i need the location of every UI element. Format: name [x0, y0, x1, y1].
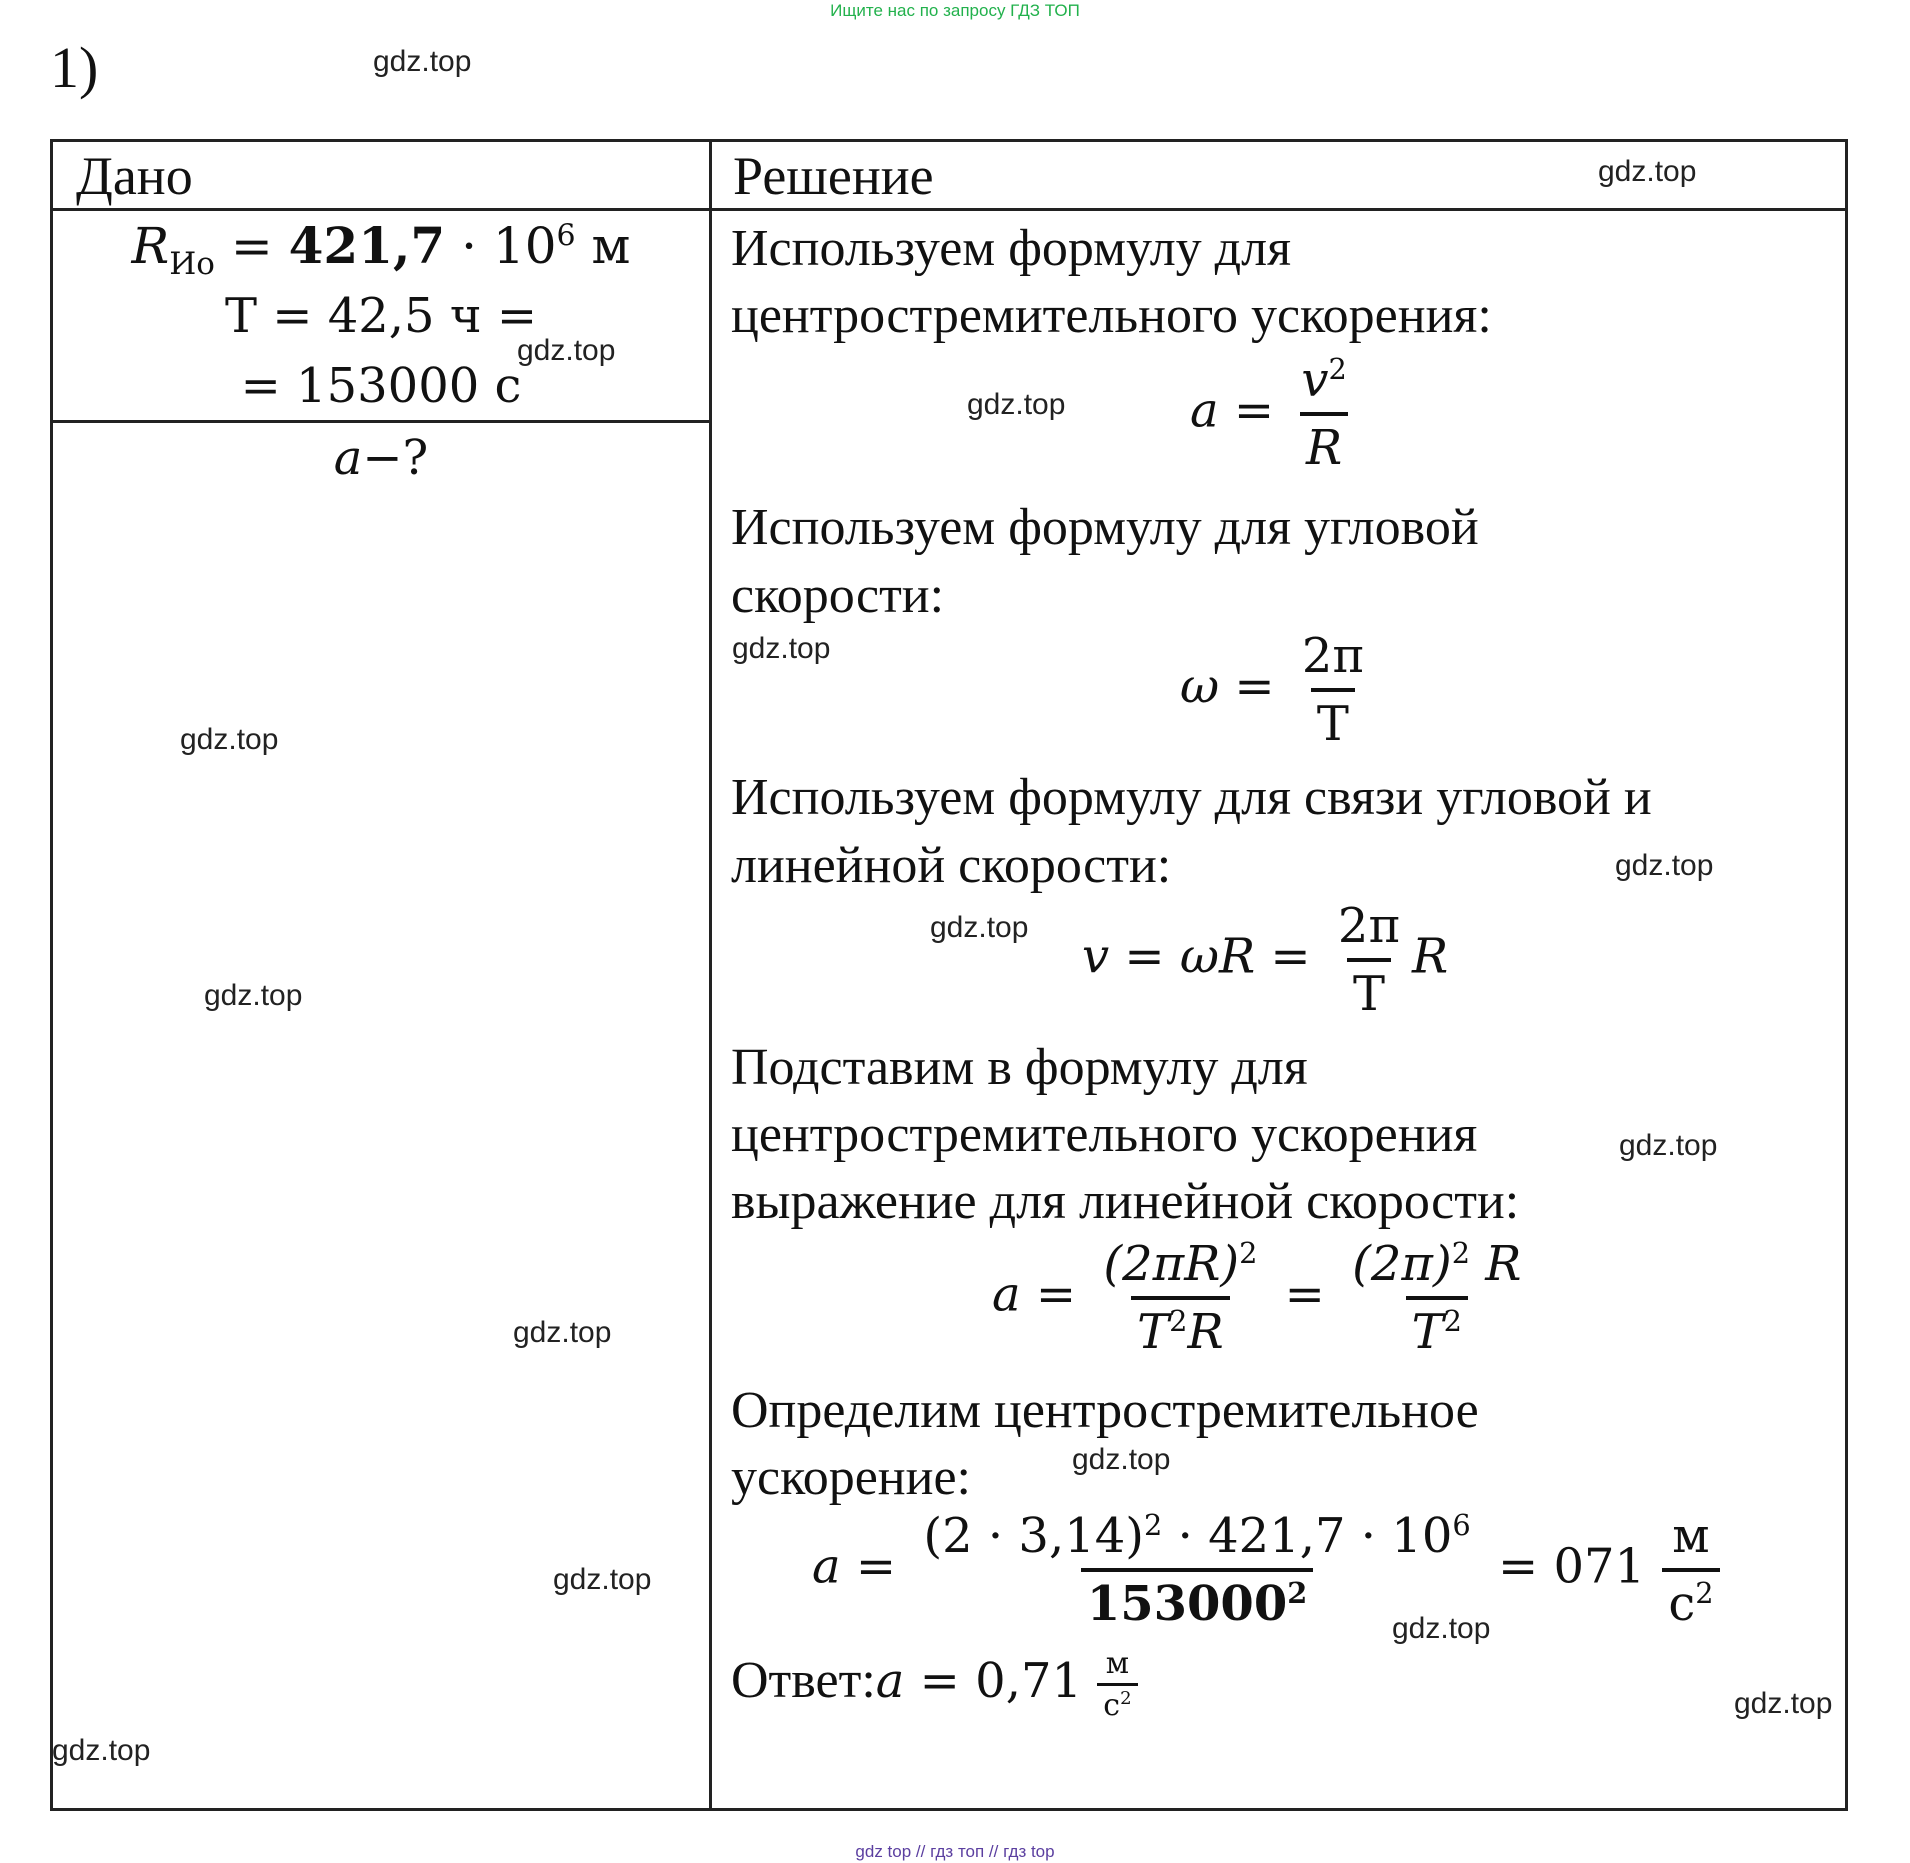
answer-label: Ответ:	[731, 1652, 876, 1709]
f5-num-b: · 421,7 · 10	[1162, 1508, 1453, 1564]
given-header: Дано	[76, 146, 193, 206]
f4-den1-t: T	[1137, 1304, 1170, 1360]
top-banner: Ищите нас по запросу ГДЗ ТОП	[830, 1, 1080, 20]
table-column-divider	[709, 139, 712, 1811]
f5-den: 153000	[1086, 1576, 1288, 1632]
table-border-right	[1845, 139, 1848, 1811]
watermark: gdz.top	[1619, 1129, 1718, 1162]
text2-line1: Используем формулу для угловой	[731, 499, 1479, 556]
f4-num2: (2π)	[1352, 1236, 1452, 1292]
watermark: gdz.top	[1615, 849, 1714, 882]
formula-linear	[1082, 898, 1448, 1022]
f2-eq: =	[1234, 658, 1275, 715]
watermark: gdz.top	[732, 632, 831, 665]
watermark: gdz.top	[517, 334, 616, 367]
text3-line1: Используем формулу для связи угловой и	[731, 769, 1652, 826]
table-border-top	[50, 139, 1848, 142]
radius-unit: м	[591, 217, 631, 275]
radius-symbol: R	[131, 217, 170, 275]
formula-centripetal	[1190, 352, 1359, 476]
f5-unit	[1662, 1508, 1719, 1632]
f4-fraction2	[1346, 1236, 1527, 1360]
f3-eq2: =	[1270, 928, 1311, 985]
f3-eq1: =	[1124, 928, 1165, 985]
watermark: gdz.top	[513, 1316, 612, 1349]
radius-subscript: Ио	[169, 246, 215, 282]
find-quantity	[53, 430, 709, 486]
f4-den1-exp: 2	[1169, 1304, 1188, 1338]
f5-num-a: (2 · 3,14)	[923, 1508, 1145, 1564]
text5-line2: ускорение:	[731, 1449, 971, 1506]
watermark: gdz.top	[1734, 1687, 1833, 1720]
answer-var: a	[875, 1653, 905, 1709]
f1-eq: =	[1233, 382, 1275, 439]
f1-num-exp: 2	[1328, 352, 1347, 386]
watermark: gdz.top	[1392, 1612, 1491, 1645]
footer-links[interactable]: gdz top // гдз топ // гдз top	[855, 1842, 1055, 1861]
f5-unit-num: м	[1672, 1508, 1710, 1564]
f4-den1-r: R	[1187, 1304, 1224, 1360]
given-radius	[53, 216, 709, 282]
f1-den: R	[1300, 412, 1348, 476]
answer-unit-num: м	[1105, 1646, 1130, 1681]
text3-line2: линейной скорости:	[731, 837, 1172, 894]
f4-eq1: =	[1035, 1266, 1077, 1323]
text2-line2: скорости:	[731, 567, 945, 624]
answer-unit-den: с	[1103, 1688, 1121, 1723]
answer-eq: =	[919, 1653, 960, 1709]
f4-num2-exp: 2	[1451, 1236, 1471, 1270]
f4-num2-r: R	[1485, 1236, 1522, 1292]
f3-mid: ωR	[1179, 928, 1256, 985]
find-var: a	[333, 430, 363, 486]
f5-eq1: =	[855, 1538, 897, 1595]
f4-fraction1	[1097, 1236, 1263, 1360]
f4-eq2: =	[1284, 1266, 1325, 1323]
f3-tail: R	[1412, 928, 1449, 985]
watermark: gdz.top	[930, 911, 1029, 944]
f3-lhs: v	[1082, 928, 1110, 985]
answer-unit-den-exp: 2	[1120, 1688, 1132, 1709]
text1-line1: Используем формулу для	[731, 220, 1291, 277]
f3-den: T	[1347, 958, 1391, 1022]
radius-exp: 6	[556, 218, 576, 254]
formula-substituted	[992, 1236, 1533, 1360]
f4-den2-exp: 2	[1443, 1304, 1462, 1338]
answer-value: 0,71	[975, 1653, 1083, 1709]
watermark: gdz.top	[553, 1563, 652, 1596]
radius-times: ·	[461, 217, 478, 275]
f3-fraction	[1332, 898, 1406, 1022]
answer-line	[731, 1646, 1144, 1723]
f1-lhs: a	[1190, 382, 1219, 439]
watermark: gdz.top	[1598, 155, 1697, 188]
given-period-line1: T = 42,5 ч =	[224, 288, 538, 344]
f2-fraction	[1296, 628, 1370, 752]
f4-lhs: a	[992, 1266, 1021, 1323]
text4-line1: Подставим в формулу для	[731, 1039, 1308, 1096]
f2-lhs: ω	[1180, 658, 1220, 715]
f5-lhs: a	[812, 1538, 841, 1595]
text5-line1: Определим центростремительное	[731, 1382, 1479, 1439]
text4-line3: выражение для линейной скорости:	[731, 1173, 1520, 1230]
f5-eq2: =	[1497, 1538, 1539, 1595]
f5-num-b-exp: 6	[1452, 1508, 1471, 1542]
watermark: gdz.top	[373, 45, 472, 78]
f1-fraction	[1295, 352, 1352, 476]
f5-unit-den-exp: 2	[1695, 1576, 1714, 1610]
watermark: gdz.top	[967, 388, 1066, 421]
f5-num-a-exp: 2	[1144, 1508, 1163, 1542]
watermark: gdz.top	[204, 979, 303, 1012]
radius-base: 10	[492, 217, 557, 275]
watermark: gdz.top	[52, 1734, 151, 1767]
watermark: gdz.top	[180, 723, 279, 756]
given-find-divider	[50, 420, 712, 423]
radius-mantissa: 421,7	[288, 216, 446, 275]
problem-number: 1)	[50, 35, 99, 100]
f4-num1-exp: 2	[1239, 1236, 1258, 1270]
f2-num: 2π	[1301, 628, 1364, 684]
formula-angular	[1180, 628, 1376, 752]
f5-unit-den: с	[1668, 1576, 1696, 1632]
find-rest: −?	[362, 430, 429, 486]
f3-num: 2π	[1337, 898, 1400, 954]
f4-den2-t: T	[1411, 1304, 1444, 1360]
f5-den-exp: 2	[1287, 1576, 1308, 1610]
text1-line2: центростремительного ускорения:	[731, 287, 1492, 344]
f5-result: 071	[1553, 1538, 1646, 1595]
f2-den: T	[1311, 688, 1355, 752]
answer-unit	[1097, 1646, 1137, 1723]
solution-header: Решение	[733, 146, 934, 206]
formula-numeric	[812, 1508, 1726, 1632]
given-period-line2: = 153000 с	[240, 358, 522, 414]
f4-num1: (2πR)	[1103, 1236, 1240, 1292]
f1-num: v	[1301, 352, 1329, 408]
watermark: gdz.top	[1072, 1443, 1171, 1476]
radius-eq: =	[230, 217, 273, 275]
table-header-divider	[50, 208, 1848, 211]
table-border-bottom	[50, 1808, 1848, 1811]
text4-line2: центростремительного ускорения	[731, 1106, 1478, 1163]
